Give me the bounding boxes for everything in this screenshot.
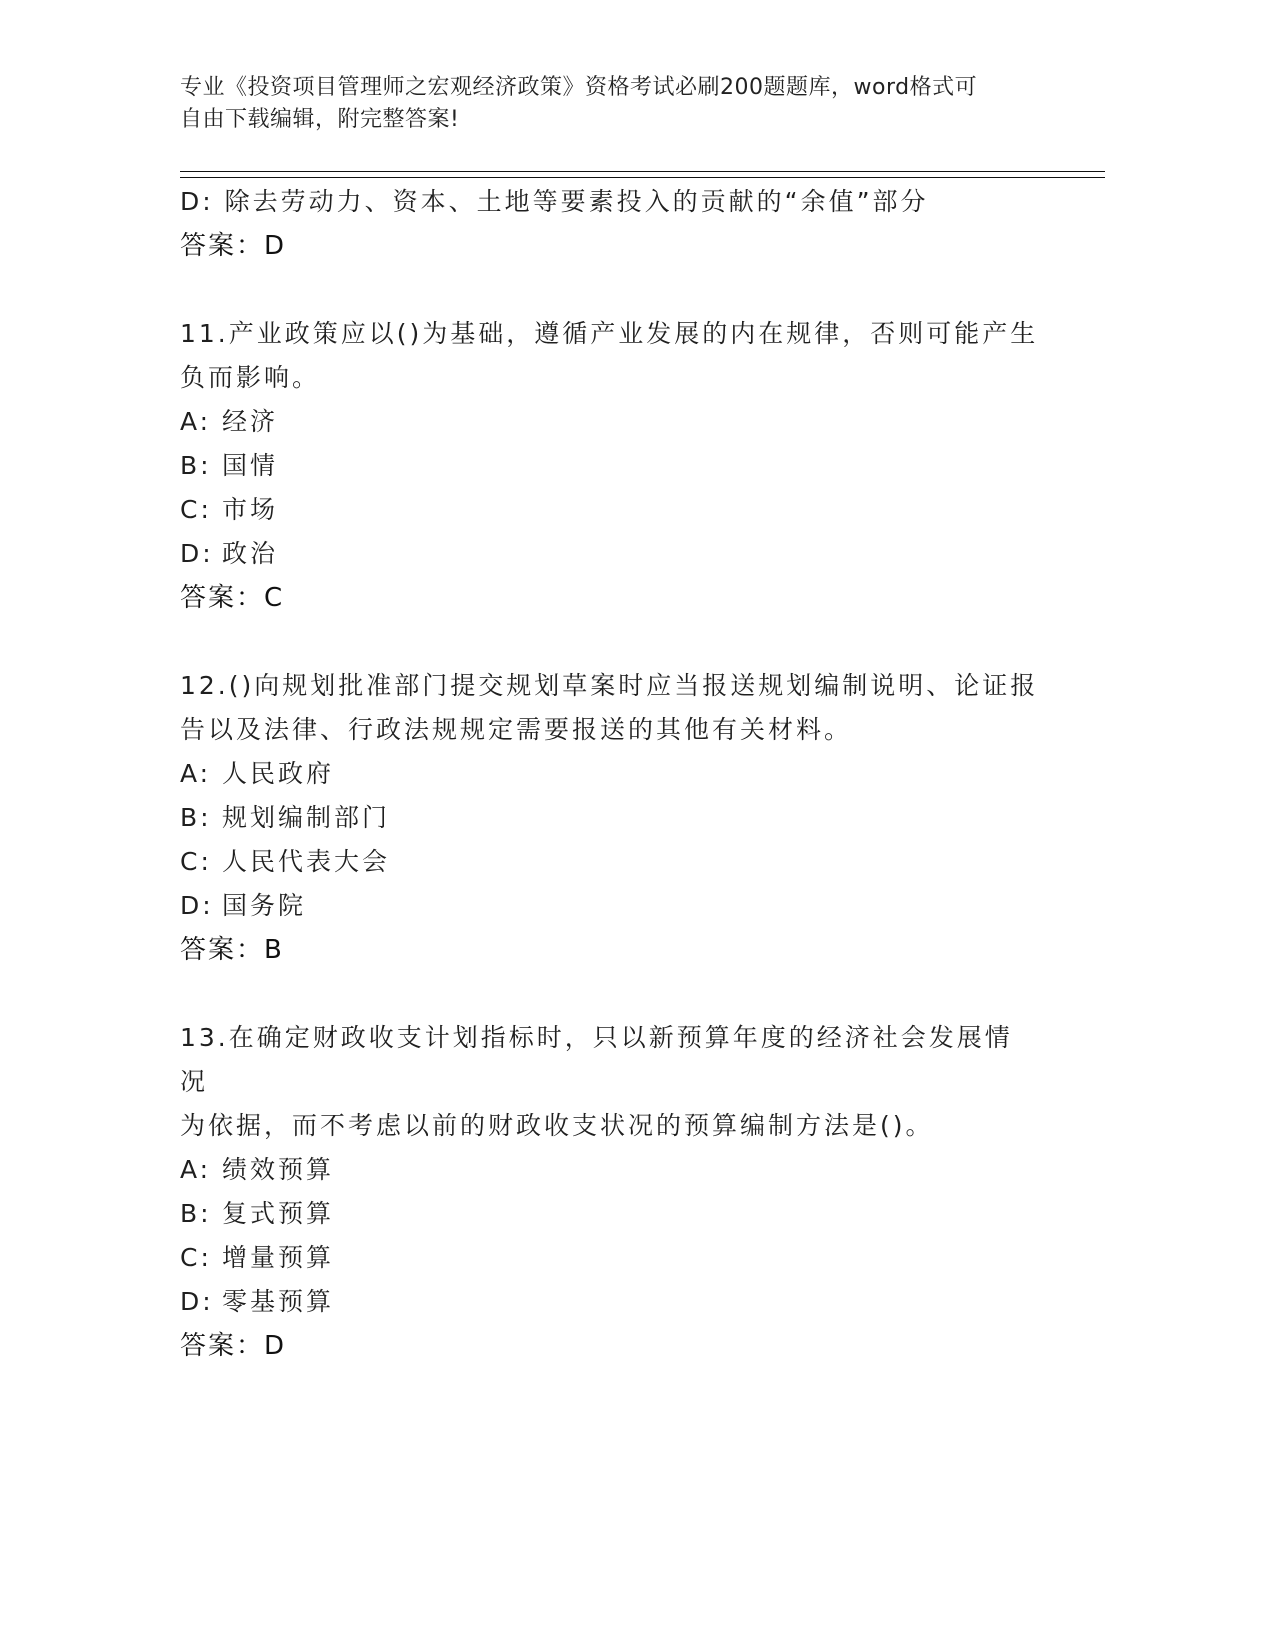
option-key: B: bbox=[180, 803, 212, 832]
option-key: B: bbox=[180, 451, 212, 480]
question-text-line: 11.产业政策应以()为基础，遵循产业发展的内在规律，否则可能产生 bbox=[180, 319, 1039, 348]
option-d bbox=[180, 1280, 1080, 1324]
option-a bbox=[180, 1148, 1080, 1192]
option-d bbox=[180, 532, 1080, 576]
option-key: B: bbox=[180, 1199, 212, 1228]
option-text: 规划编制部门 bbox=[222, 803, 391, 832]
answer-line: 答案：B bbox=[180, 935, 284, 965]
option-d bbox=[180, 884, 1080, 928]
option-c bbox=[180, 840, 1080, 884]
answer-line: 答案：D bbox=[180, 1331, 287, 1361]
carryover-option: D: 除去劳动力、资本、土地等要素投入的贡献的“余值”部分 bbox=[180, 187, 929, 216]
option-text: 人民代表大会 bbox=[222, 847, 391, 876]
option-a bbox=[180, 400, 1080, 444]
option-key: D: bbox=[180, 539, 214, 568]
question-text-line: 为依据，而不考虑以前的财政收支状况的预算编制方法是()。 bbox=[180, 1111, 934, 1140]
option-text: 国务院 bbox=[222, 891, 307, 920]
header-rule-bottom bbox=[180, 177, 1105, 178]
answer-line: 答案：C bbox=[180, 583, 285, 613]
option-text: 绩效预算 bbox=[222, 1155, 335, 1184]
option-text: 政治 bbox=[222, 539, 279, 568]
carryover-answer: 答案：D bbox=[180, 231, 287, 261]
option-text: 零基预算 bbox=[222, 1287, 335, 1316]
option-text: 市场 bbox=[222, 495, 279, 524]
question-content bbox=[180, 180, 1080, 1368]
option-text: 人民政府 bbox=[222, 759, 335, 788]
question-text-line: 告以及法律、行政法规规定需要报送的其他有关材料。 bbox=[180, 715, 853, 744]
question-text-line: 12.()向规划批准部门提交规划草案时应当报送规划编制说明、论证报 bbox=[180, 671, 1039, 700]
option-key: A: bbox=[180, 407, 212, 436]
option-b bbox=[180, 444, 1080, 488]
option-b bbox=[180, 1192, 1080, 1236]
option-c bbox=[180, 1236, 1080, 1280]
option-text: 国情 bbox=[222, 451, 279, 480]
option-text: 经济 bbox=[222, 407, 279, 436]
option-a bbox=[180, 752, 1080, 796]
question-11 bbox=[180, 312, 1080, 620]
header-line-2: 自由下载编辑，附完整答案! bbox=[180, 107, 460, 132]
option-b bbox=[180, 796, 1080, 840]
option-text: 增量预算 bbox=[222, 1243, 335, 1272]
option-key: C: bbox=[180, 847, 212, 876]
header-line-1: 专业《投资项目管理师之宏观经济政策》资格考试必刷200题题库，word格式可 bbox=[180, 75, 978, 100]
question-text-line: 13.在确定财政收支计划指标时，只以新预算年度的经济社会发展情况 bbox=[180, 1023, 1013, 1096]
question-13 bbox=[180, 1016, 1080, 1368]
question-12 bbox=[180, 664, 1080, 972]
option-key: A: bbox=[180, 1155, 212, 1184]
option-key: D: bbox=[180, 891, 214, 920]
page-header bbox=[180, 72, 1060, 136]
option-key: D: bbox=[180, 1287, 214, 1316]
option-key: C: bbox=[180, 495, 212, 524]
header-rule-top bbox=[180, 171, 1105, 172]
option-key: A: bbox=[180, 759, 212, 788]
question-text-line: 负而影响。 bbox=[180, 363, 321, 392]
option-c bbox=[180, 488, 1080, 532]
option-key: C: bbox=[180, 1243, 212, 1272]
option-text: 复式预算 bbox=[222, 1199, 335, 1228]
